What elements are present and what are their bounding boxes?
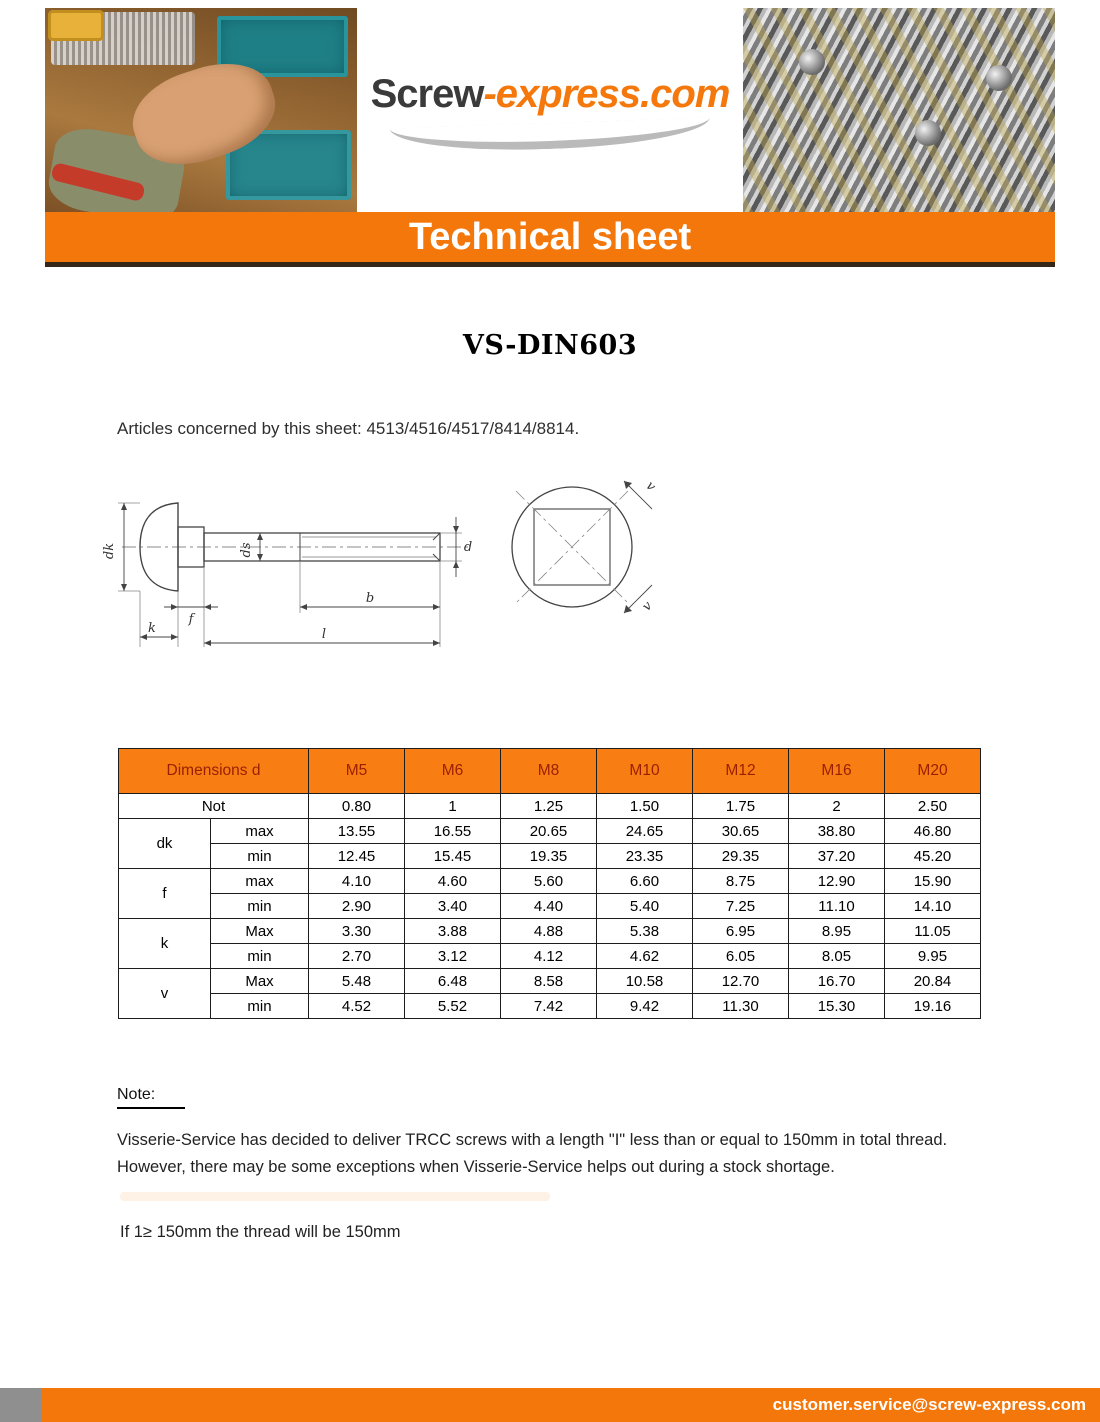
table-cell: 7.25 [693,894,789,919]
row-label: max [211,819,309,844]
banner [45,212,1055,267]
footer-gray-segment [0,1388,42,1422]
table-cell: 0.80 [309,794,405,819]
table-cell: 16.70 [789,969,885,994]
table-cell: 3.30 [309,919,405,944]
table-cell: 45.20 [885,844,981,869]
table-cell: 2.70 [309,944,405,969]
dim-label-v-upper: v [642,478,659,495]
col-header-dimensions: Dimensions d [119,749,309,794]
col-header-m10: M10 [597,749,693,794]
banner-title: Technical sheet [408,215,692,258]
table-cell: 4.40 [501,894,597,919]
table-cell: 15.30 [789,994,885,1019]
table-cell: 2.90 [309,894,405,919]
table-cell: 8.58 [501,969,597,994]
table-row-v-max [119,969,981,994]
table-cell: 38.80 [789,819,885,844]
logo-swoosh-graphic [390,117,711,154]
table-cell: 6.05 [693,944,789,969]
table-row-f-min [119,894,981,919]
row-label: min [211,994,309,1019]
note-paragraph: Visserie-Service has decided to deliver TRCC screws with a length "I" less than or equal to 150mm in total thread. However, there may be some exceptions when Visserie-Service helps out during a stock shortage. [117,1131,948,1176]
table-cell: 4.12 [501,944,597,969]
table-cell: 9.42 [597,994,693,1019]
row-label: Not [119,794,309,819]
photo-screw-head [799,49,825,75]
group-label-v: v [119,969,211,1019]
table-row-v-min [119,994,981,1019]
dim-label-ds: ds [239,542,254,558]
row-label: min [211,844,309,869]
table-cell: 29.35 [693,844,789,869]
table-cell: 15.45 [405,844,501,869]
table-cell: 12.70 [693,969,789,994]
screws-pile-photo [743,8,1055,212]
table-cell: 24.65 [597,819,693,844]
dim-label-f: f [188,612,194,627]
table-cell: 30.65 [693,819,789,844]
table-cell: 7.42 [501,994,597,1019]
bolt-drawing-svg [100,455,680,693]
table-row-f-max [119,869,981,894]
col-header-m12: M12 [693,749,789,794]
articles-line: Articles concerned by this sheet: 4513/4516/4517/8414/8814. [117,419,580,438]
table-row-k-min [119,944,981,969]
table-cell: 3.12 [405,944,501,969]
table-cell: 1 [405,794,501,819]
photo-tape-measure [48,10,104,41]
table-cell: 37.20 [789,844,885,869]
note-condition-line: If 1≥ 150mm the thread will be 150mm [120,1223,401,1241]
table-cell: 4.62 [597,944,693,969]
brand-logo-part1: Screw [370,72,484,116]
group-label-f: f [119,869,211,919]
table-cell: 16.55 [405,819,501,844]
col-header-m6: M6 [405,749,501,794]
table-cell: 19.16 [885,994,981,1019]
table-cell: 13.55 [309,819,405,844]
group-label-k: k [119,919,211,969]
table-cell: 11.30 [693,994,789,1019]
note-heading: Note: [117,1086,185,1109]
table-cell: 4.88 [501,919,597,944]
dim-label-dk: dk [102,542,117,560]
row-label: Max [211,919,309,944]
brand-logo [357,72,743,149]
table-row-dk-min [119,844,981,869]
footer-email: customer.service@screw-express.com [772,1395,1086,1414]
table-row-dk-max [119,819,981,844]
dimensions-table [118,748,981,1019]
col-header-m5: M5 [309,749,405,794]
table-cell: 6.95 [693,919,789,944]
table-cell: 11.05 [885,919,981,944]
table-cell: 5.40 [597,894,693,919]
table-cell: 4.10 [309,869,405,894]
col-header-m8: M8 [501,749,597,794]
dim-label-v-lower: v [639,598,656,615]
brand-logo-part2: -express.com [483,72,730,116]
table-cell: 9.95 [885,944,981,969]
table-cell: 3.40 [405,894,501,919]
col-header-m20: M20 [885,749,981,794]
table-cell: 8.75 [693,869,789,894]
table-cell: 6.48 [405,969,501,994]
dim-label-l: l [321,627,327,642]
workbench-photo [45,8,357,212]
table-cell: 23.35 [597,844,693,869]
table-cell: 12.45 [309,844,405,869]
page-title: VS-DIN603 [462,330,638,361]
row-label: min [211,944,309,969]
table-cell: 11.10 [789,894,885,919]
table-cell: 2.50 [885,794,981,819]
table-cell: 8.95 [789,919,885,944]
table-cell: 4.52 [309,994,405,1019]
dim-label-k: k [148,621,156,636]
table-cell: 46.80 [885,819,981,844]
photo-screw-head [915,120,941,146]
faded-text-artifact [120,1192,550,1201]
table-cell: 1.50 [597,794,693,819]
table-cell: 5.60 [501,869,597,894]
dim-label-d: d [463,540,473,555]
photo-screw-head [986,65,1012,91]
table-cell: 8.05 [789,944,885,969]
table-cell: 14.10 [885,894,981,919]
bolt-technical-drawing [100,455,680,698]
table-cell: 19.35 [501,844,597,869]
table-cell: 20.84 [885,969,981,994]
table-cell: 5.38 [597,919,693,944]
table-cell: 2 [789,794,885,819]
row-label: max [211,869,309,894]
table-cell: 6.60 [597,869,693,894]
table-cell: 5.48 [309,969,405,994]
dim-label-b: b [365,591,375,606]
table-cell: 10.58 [597,969,693,994]
group-label-dk: dk [119,819,211,869]
table-cell: 3.88 [405,919,501,944]
table-header-row [119,749,981,794]
brand-logo-text [357,72,743,117]
row-label: min [211,894,309,919]
col-header-m16: M16 [789,749,885,794]
row-label: Max [211,969,309,994]
table-cell: 1.75 [693,794,789,819]
table-cell: 1.25 [501,794,597,819]
table-cell: 4.60 [405,869,501,894]
table-cell: 12.90 [789,869,885,894]
footer-bar [0,1388,1100,1422]
table-cell: 20.65 [501,819,597,844]
table-cell: 15.90 [885,869,981,894]
table-row-k-max [119,919,981,944]
table-row-not [119,794,981,819]
table-cell: 5.52 [405,994,501,1019]
